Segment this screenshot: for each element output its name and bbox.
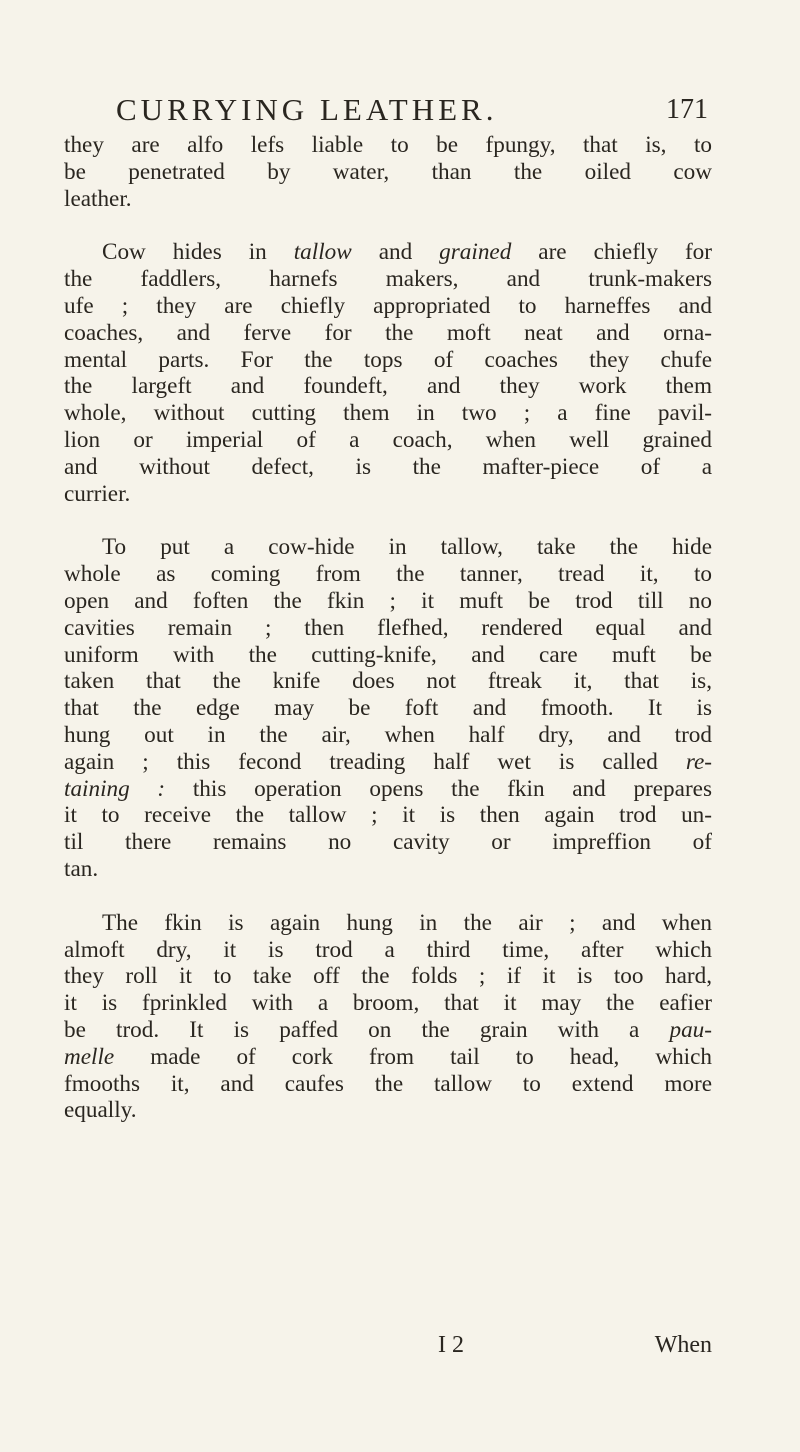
text-line: The fkin is again hung in the air ; and when: [102, 909, 712, 936]
text-line: whole as coming from the tanner, tread it, to: [64, 561, 712, 588]
text-line: leather.: [64, 185, 132, 212]
text-line: the largeft and foundeft, and they work them: [64, 373, 712, 400]
text-line: melle made of cork from tail to head, which: [64, 1043, 712, 1070]
text-line: that the edge may be foft and fmooth. It is: [64, 695, 712, 722]
text-line: equally.: [64, 1097, 137, 1124]
italic-term: tallow: [293, 239, 352, 266]
italic-term: grained: [439, 239, 512, 266]
signature-mark: I 2: [438, 1332, 464, 1358]
paragraph-4: [64, 910, 712, 1124]
text-line: lion or imperial of a coach, when well grained: [64, 426, 712, 453]
text-line: taken that the knife does not ftreak it, that is,: [64, 668, 712, 695]
text-line: be penetrated by water, than the oiled cow: [64, 158, 712, 185]
text-line: taining : this operation opens the fkin and prepares: [64, 775, 712, 802]
italic-term: melle: [64, 1043, 115, 1070]
text-line: whole, without cutting them in two ; a fine pavil-: [64, 400, 712, 427]
text-line: they roll it to take off the folds ; if it is too hard,: [64, 963, 712, 990]
text-line: tan.: [64, 855, 99, 882]
text-line: hung out in the air, when half dry, and trod: [64, 721, 712, 748]
text-line: and without defect, is the mafter-piece of a: [64, 453, 712, 480]
text-line: To put a cow-hide in tallow, take the hide: [102, 534, 712, 561]
text-line: currier.: [64, 480, 131, 507]
text-line: uniform with the cutting-knife, and care muft be: [64, 641, 712, 668]
page-footer: [64, 1332, 712, 1364]
body-text: [64, 132, 712, 1124]
paragraph-1: [64, 132, 712, 212]
text-line: almoft dry, it is trod a third time, after which: [64, 936, 712, 963]
italic-term: pau-: [669, 1016, 712, 1043]
catchword: When: [654, 1332, 712, 1358]
italic-term: re-: [685, 748, 712, 775]
text-line: Cow hides in tallow and grained are chiefly for: [102, 239, 712, 266]
text-line: it to receive the tallow ; it is then again trod un-: [64, 802, 712, 829]
page-number: 171: [666, 94, 708, 125]
text-line: coaches, and ferve for the moft neat and orna-: [64, 319, 712, 346]
text-line: again ; this fecond treading half wet is called re-: [64, 748, 712, 775]
text-line: the faddlers, harnefs makers, and trunk-makers: [64, 266, 712, 293]
text-line: cavities remain ; then flefhed, rendered equal and: [64, 614, 712, 641]
text-line: ufe ; they are chiefly appropriated to harneffes and: [64, 292, 712, 319]
page-header: [116, 92, 708, 132]
paragraph-2: [64, 239, 712, 507]
text-line: fmooths it, and caufes the tallow to extend more: [64, 1070, 712, 1097]
text-line: til there remains no cavity or impreffion of: [64, 829, 712, 856]
text-line: it is fprinkled with a broom, that it may the eafier: [64, 990, 712, 1017]
text-line: they are alfo lefs liable to be fpungy, that is, to: [64, 132, 712, 158]
text-line: mental parts. For the tops of coaches they chufe: [64, 346, 712, 373]
italic-term: taining :: [64, 775, 166, 802]
paragraph-3: [64, 534, 712, 882]
running-head: CURRYING LEATHER.: [116, 92, 498, 127]
text-line: open and foften the fkin ; it muft be trod till no: [64, 587, 712, 614]
text-line: be trod. It is paffed on the grain with a pau-: [64, 1016, 712, 1043]
